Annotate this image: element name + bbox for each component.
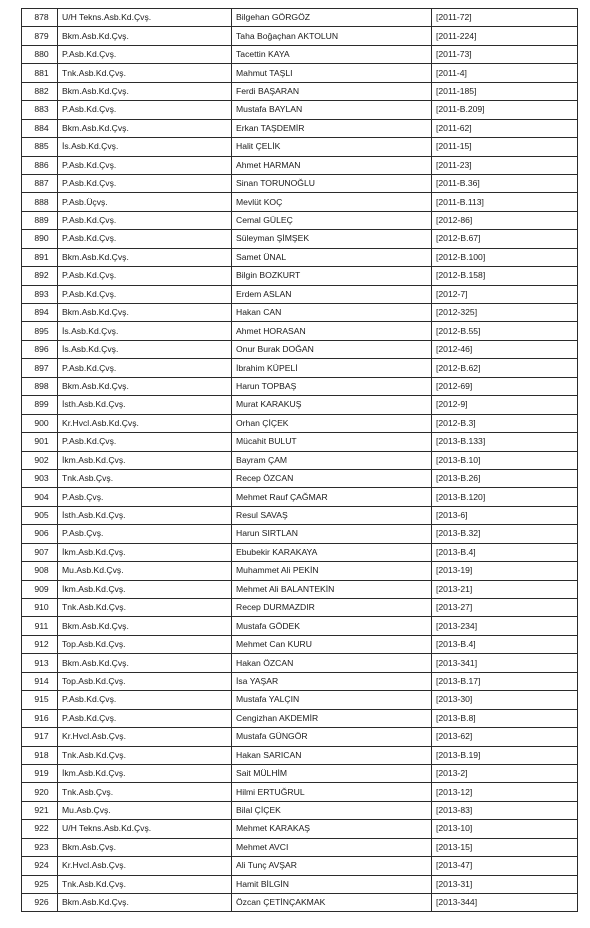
rank-cell: İkm.Asb.Kd.Çvş.	[58, 580, 232, 598]
name-cell: İsa YAŞAR	[232, 672, 432, 690]
rank-cell: P.Asb.Kd.Çvş.	[58, 230, 232, 248]
name-cell: Resul SAVAŞ	[232, 506, 432, 524]
rank-cell: Bkm.Asb.Kd.Çvş.	[58, 304, 232, 322]
table-row	[22, 543, 578, 561]
table-row	[22, 285, 578, 303]
row-number: 893	[22, 285, 58, 303]
reference-cell: [2013-341]	[432, 654, 578, 672]
row-number: 896	[22, 340, 58, 358]
name-cell: Erkan TAŞDEMİR	[232, 119, 432, 137]
row-number: 890	[22, 230, 58, 248]
rank-cell: P.Asb.Kd.Çvş.	[58, 433, 232, 451]
reference-cell: [2013-234]	[432, 617, 578, 635]
rank-cell: Tnk.Asb.Kd.Çvş.	[58, 746, 232, 764]
table-row	[22, 672, 578, 690]
rank-cell: P.Asb.Kd.Çvş.	[58, 691, 232, 709]
table-row	[22, 709, 578, 727]
reference-cell: [2013-31]	[432, 875, 578, 893]
rank-cell: Bkm.Asb.Kd.Çvş.	[58, 654, 232, 672]
rank-cell: Kr.Hvcl.Asb.Çvş.	[58, 857, 232, 875]
row-number: 919	[22, 764, 58, 782]
reference-cell: [2013-B.8]	[432, 709, 578, 727]
table-body	[22, 9, 578, 912]
table-row	[22, 64, 578, 82]
name-cell: Ahmet HORASAN	[232, 322, 432, 340]
rank-cell: Mu.Asb.Çvş.	[58, 801, 232, 819]
row-number: 913	[22, 654, 58, 672]
row-number: 898	[22, 377, 58, 395]
row-number: 905	[22, 506, 58, 524]
name-cell: Süleyman ŞİMŞEK	[232, 230, 432, 248]
rank-cell: U/H Tekns.Asb.Kd.Çvş.	[58, 9, 232, 27]
table-row	[22, 746, 578, 764]
row-number: 923	[22, 838, 58, 856]
row-number: 915	[22, 691, 58, 709]
row-number: 921	[22, 801, 58, 819]
rank-cell: U/H Tekns.Asb.Kd.Çvş.	[58, 820, 232, 838]
reference-cell: [2011-185]	[432, 82, 578, 100]
reference-cell: [2011-15]	[432, 138, 578, 156]
table-row	[22, 857, 578, 875]
row-number: 906	[22, 525, 58, 543]
name-cell: Mustafa GÜNGÖR	[232, 728, 432, 746]
table-row	[22, 488, 578, 506]
name-cell: Mehmet Rauf ÇAĞMAR	[232, 488, 432, 506]
name-cell: Orhan ÇİÇEK	[232, 414, 432, 432]
table-row	[22, 119, 578, 137]
reference-cell: [2013-12]	[432, 783, 578, 801]
rank-cell: Tnk.Asb.Kd.Çvş.	[58, 599, 232, 617]
name-cell: Harun SIRTLAN	[232, 525, 432, 543]
row-number: 903	[22, 469, 58, 487]
table-row	[22, 45, 578, 63]
table-row	[22, 451, 578, 469]
table-row	[22, 875, 578, 893]
reference-cell: [2013-B.19]	[432, 746, 578, 764]
rank-cell: Tnk.Asb.Çvş.	[58, 469, 232, 487]
rank-cell: Kr.Hvcl.Asb.Çvş.	[58, 728, 232, 746]
name-cell: Sait MÜLHİM	[232, 764, 432, 782]
name-cell: Mustafa BAYLAN	[232, 101, 432, 119]
reference-cell: [2011-224]	[432, 27, 578, 45]
name-cell: Murat KARAKUŞ	[232, 396, 432, 414]
rank-cell: P.Asb.Üçvş.	[58, 193, 232, 211]
rank-cell: P.Asb.Çvş.	[58, 525, 232, 543]
table-row	[22, 340, 578, 358]
reference-cell: [2012-9]	[432, 396, 578, 414]
personnel-table	[21, 8, 578, 912]
reference-cell: [2013-B.17]	[432, 672, 578, 690]
table-row	[22, 82, 578, 100]
reference-cell: [2011-4]	[432, 64, 578, 82]
rank-cell: İkm.Asb.Kd.Çvş.	[58, 451, 232, 469]
row-number: 922	[22, 820, 58, 838]
row-number: 914	[22, 672, 58, 690]
rank-cell: İsth.Asb.Kd.Çvş.	[58, 396, 232, 414]
table-row	[22, 562, 578, 580]
table-row	[22, 322, 578, 340]
table-row	[22, 654, 578, 672]
reference-cell: [2012-325]	[432, 304, 578, 322]
table-row	[22, 433, 578, 451]
reference-cell: [2012-46]	[432, 340, 578, 358]
reference-cell: [2012-B.55]	[432, 322, 578, 340]
table-row	[22, 193, 578, 211]
name-cell: Ali Tunç AVŞAR	[232, 857, 432, 875]
name-cell: Muhammet Ali PEKİN	[232, 562, 432, 580]
rank-cell: İs.Asb.Kd.Çvş.	[58, 322, 232, 340]
table-row	[22, 156, 578, 174]
reference-cell: [2012-B.67]	[432, 230, 578, 248]
name-cell: Bilgehan GÖRGÖZ	[232, 9, 432, 27]
table-row	[22, 801, 578, 819]
rank-cell: İs.Asb.Kd.Çvş.	[58, 340, 232, 358]
reference-cell: [2013-B.4]	[432, 635, 578, 653]
rank-cell: P.Asb.Kd.Çvş.	[58, 285, 232, 303]
rank-cell: Bkm.Asb.Kd.Çvş.	[58, 377, 232, 395]
row-number: 883	[22, 101, 58, 119]
row-number: 912	[22, 635, 58, 653]
reference-cell: [2013-B.10]	[432, 451, 578, 469]
row-number: 918	[22, 746, 58, 764]
row-number: 894	[22, 304, 58, 322]
row-number: 909	[22, 580, 58, 598]
name-cell: Erdem ASLAN	[232, 285, 432, 303]
reference-cell: [2011-B.209]	[432, 101, 578, 119]
rank-cell: Bkm.Asb.Kd.Çvş.	[58, 248, 232, 266]
name-cell: Hakan SARICAN	[232, 746, 432, 764]
name-cell: Mehmet AVCI	[232, 838, 432, 856]
name-cell: Mücahit BULUT	[232, 433, 432, 451]
row-number: 888	[22, 193, 58, 211]
rank-cell: Bkm.Asb.Kd.Çvş.	[58, 617, 232, 635]
reference-cell: [2012-B.3]	[432, 414, 578, 432]
table-row	[22, 783, 578, 801]
table-row	[22, 635, 578, 653]
rank-cell: İkm.Asb.Kd.Çvş.	[58, 543, 232, 561]
rank-cell: Bkm.Asb.Kd.Çvş.	[58, 119, 232, 137]
name-cell: Tacettin KAYA	[232, 45, 432, 63]
name-cell: Hamit BİLGİN	[232, 875, 432, 893]
name-cell: Bilgin BOZKURT	[232, 267, 432, 285]
name-cell: Sinan TORUNOĞLU	[232, 174, 432, 192]
table-row	[22, 396, 578, 414]
table-row	[22, 469, 578, 487]
table-row	[22, 580, 578, 598]
row-number: 904	[22, 488, 58, 506]
row-number: 901	[22, 433, 58, 451]
name-cell: Bayram ÇAM	[232, 451, 432, 469]
reference-cell: [2013-10]	[432, 820, 578, 838]
table-row	[22, 27, 578, 45]
rank-cell: Tnk.Asb.Kd.Çvş.	[58, 875, 232, 893]
name-cell: Ebubekir KARAKAYA	[232, 543, 432, 561]
reference-cell: [2011-B.36]	[432, 174, 578, 192]
row-number: 924	[22, 857, 58, 875]
row-number: 907	[22, 543, 58, 561]
table-row	[22, 894, 578, 912]
reference-cell: [2013-83]	[432, 801, 578, 819]
reference-cell: [2011-72]	[432, 9, 578, 27]
table-row	[22, 599, 578, 617]
reference-cell: [2012-B.62]	[432, 359, 578, 377]
name-cell: Özcan ÇETİNÇAKMAK	[232, 894, 432, 912]
row-number: 910	[22, 599, 58, 617]
row-number: 891	[22, 248, 58, 266]
table-row	[22, 525, 578, 543]
name-cell: Mehmet Can KURU	[232, 635, 432, 653]
row-number: 920	[22, 783, 58, 801]
table-row	[22, 691, 578, 709]
reference-cell: [2013-B.4]	[432, 543, 578, 561]
name-cell: Harun TOPBAŞ	[232, 377, 432, 395]
row-number: 895	[22, 322, 58, 340]
name-cell: Bilal ÇİÇEK	[232, 801, 432, 819]
table-row	[22, 377, 578, 395]
row-number: 884	[22, 119, 58, 137]
name-cell: Mehmet Ali BALANTEKİN	[232, 580, 432, 598]
rank-cell: İkm.Asb.Kd.Çvş.	[58, 764, 232, 782]
reference-cell: [2011-23]	[432, 156, 578, 174]
reference-cell: [2013-2]	[432, 764, 578, 782]
rank-cell: Top.Asb.Kd.Çvş.	[58, 635, 232, 653]
row-number: 917	[22, 728, 58, 746]
name-cell: Recep DURMAZDIR	[232, 599, 432, 617]
rank-cell: P.Asb.Çvş.	[58, 488, 232, 506]
reference-cell: [2011-B.113]	[432, 193, 578, 211]
name-cell: Hilmi ERTUĞRUL	[232, 783, 432, 801]
table-row	[22, 506, 578, 524]
reference-cell: [2013-27]	[432, 599, 578, 617]
reference-cell: [2012-69]	[432, 377, 578, 395]
rank-cell: Tnk.Asb.Kd.Çvş.	[58, 64, 232, 82]
row-number: 899	[22, 396, 58, 414]
rank-cell: İs.Asb.Kd.Çvş.	[58, 138, 232, 156]
reference-cell: [2013-B.26]	[432, 469, 578, 487]
name-cell: Onur Burak DOĞAN	[232, 340, 432, 358]
reference-cell: [2013-B.32]	[432, 525, 578, 543]
name-cell: Samet ÜNAL	[232, 248, 432, 266]
reference-cell: [2013-B.120]	[432, 488, 578, 506]
table-row	[22, 838, 578, 856]
table-row	[22, 101, 578, 119]
row-number: 916	[22, 709, 58, 727]
name-cell: Mahmut TAŞLI	[232, 64, 432, 82]
name-cell: Taha Boğaçhan AKTOLUN	[232, 27, 432, 45]
name-cell: Mustafa GÖDEK	[232, 617, 432, 635]
reference-cell: [2013-30]	[432, 691, 578, 709]
name-cell: Hakan ÖZCAN	[232, 654, 432, 672]
table-row	[22, 820, 578, 838]
row-number: 880	[22, 45, 58, 63]
name-cell: Ferdi BAŞARAN	[232, 82, 432, 100]
row-number: 926	[22, 894, 58, 912]
rank-cell: P.Asb.Kd.Çvş.	[58, 156, 232, 174]
table-row	[22, 617, 578, 635]
row-number: 885	[22, 138, 58, 156]
reference-cell: [2011-73]	[432, 45, 578, 63]
rank-cell: Tnk.Asb.Çvş.	[58, 783, 232, 801]
name-cell: Ahmet HARMAN	[232, 156, 432, 174]
table-row	[22, 174, 578, 192]
name-cell: Mustafa YALÇIN	[232, 691, 432, 709]
row-number: 878	[22, 9, 58, 27]
reference-cell: [2012-B.158]	[432, 267, 578, 285]
rank-cell: Kr.Hvcl.Asb.Kd.Çvş.	[58, 414, 232, 432]
name-cell: Mehmet KARAKAŞ	[232, 820, 432, 838]
table-row	[22, 728, 578, 746]
reference-cell: [2013-19]	[432, 562, 578, 580]
rank-cell: P.Asb.Kd.Çvş.	[58, 267, 232, 285]
row-number: 900	[22, 414, 58, 432]
row-number: 902	[22, 451, 58, 469]
rank-cell: P.Asb.Kd.Çvş.	[58, 101, 232, 119]
row-number: 892	[22, 267, 58, 285]
table-row	[22, 764, 578, 782]
table-row	[22, 230, 578, 248]
reference-cell: [2012-7]	[432, 285, 578, 303]
rank-cell: P.Asb.Kd.Çvş.	[58, 45, 232, 63]
table-row	[22, 414, 578, 432]
rank-cell: Top.Asb.Kd.Çvş.	[58, 672, 232, 690]
row-number: 908	[22, 562, 58, 580]
rank-cell: P.Asb.Kd.Çvş.	[58, 174, 232, 192]
row-number: 911	[22, 617, 58, 635]
rank-cell: Bkm.Asb.Kd.Çvş.	[58, 82, 232, 100]
rank-cell: Bkm.Asb.Kd.Çvş.	[58, 27, 232, 45]
name-cell: Halit ÇELİK	[232, 138, 432, 156]
table-row	[22, 211, 578, 229]
name-cell: Hakan CAN	[232, 304, 432, 322]
reference-cell: [2011-62]	[432, 119, 578, 137]
table-row	[22, 304, 578, 322]
reference-cell: [2012-B.100]	[432, 248, 578, 266]
table-row	[22, 248, 578, 266]
rank-cell: Bkm.Asb.Çvş.	[58, 838, 232, 856]
row-number: 887	[22, 174, 58, 192]
rank-cell: P.Asb.Kd.Çvş.	[58, 709, 232, 727]
row-number: 881	[22, 64, 58, 82]
row-number: 879	[22, 27, 58, 45]
reference-cell: [2012-86]	[432, 211, 578, 229]
name-cell: Mevlüt KOÇ	[232, 193, 432, 211]
name-cell: İbrahim KÜPELİ	[232, 359, 432, 377]
name-cell: Cemal GÜLEÇ	[232, 211, 432, 229]
reference-cell: [2013-47]	[432, 857, 578, 875]
table-row	[22, 9, 578, 27]
row-number: 897	[22, 359, 58, 377]
table-row	[22, 267, 578, 285]
name-cell: Cengizhan AKDEMİR	[232, 709, 432, 727]
row-number: 886	[22, 156, 58, 174]
row-number: 925	[22, 875, 58, 893]
rank-cell: Mu.Asb.Kd.Çvş.	[58, 562, 232, 580]
name-cell: Recep ÖZCAN	[232, 469, 432, 487]
reference-cell: [2013-344]	[432, 894, 578, 912]
row-number: 889	[22, 211, 58, 229]
rank-cell: İsth.Asb.Kd.Çvş.	[58, 506, 232, 524]
rank-cell: P.Asb.Kd.Çvş.	[58, 211, 232, 229]
reference-cell: [2013-21]	[432, 580, 578, 598]
row-number: 882	[22, 82, 58, 100]
reference-cell: [2013-B.133]	[432, 433, 578, 451]
rank-cell: Bkm.Asb.Kd.Çvş.	[58, 894, 232, 912]
reference-cell: [2013-6]	[432, 506, 578, 524]
rank-cell: P.Asb.Kd.Çvş.	[58, 359, 232, 377]
table-row	[22, 138, 578, 156]
reference-cell: [2013-62]	[432, 728, 578, 746]
reference-cell: [2013-15]	[432, 838, 578, 856]
table-row	[22, 359, 578, 377]
